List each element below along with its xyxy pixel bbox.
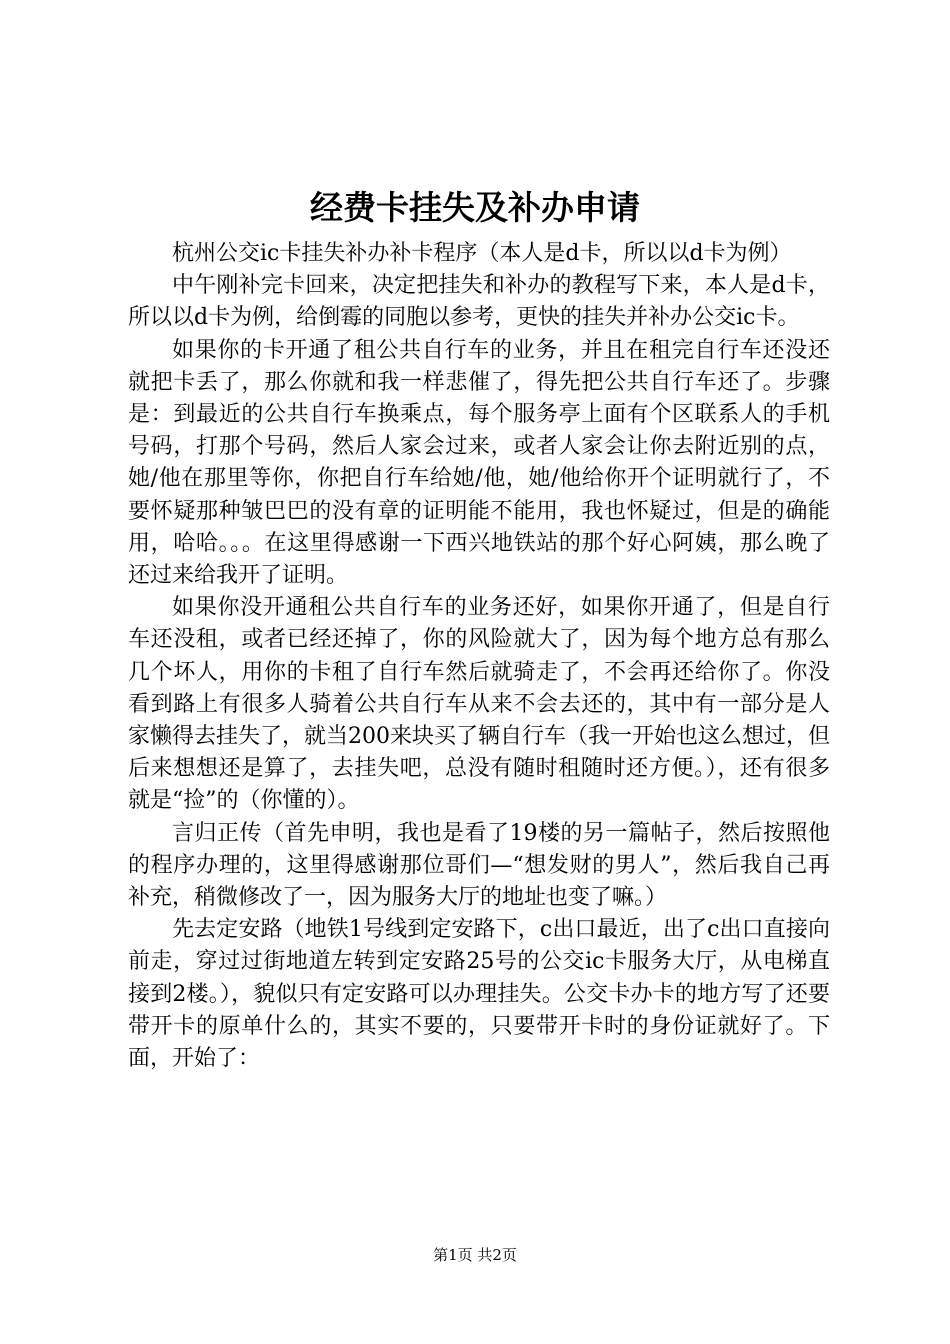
paragraph-2: 中午刚补完卡回来，决定把挂失和补办的教程写下来，本人是d卡，所以以d卡为例，给倒霉的同胞以参考，更快的挂失并补办公交ic卡。 [128,273,830,331]
paragraph-1: 杭州公交ic卡挂失补办补卡程序（本人是d卡，所以以d卡为例） [172,241,792,266]
page-footer: 第1页 共2页 [433,1246,517,1264]
paragraph-3: 如果你的卡开通了租公共自行车的业务，并且在租完自行车还没还就把卡丢了，那么你就和我一样悲催了，得先把公共自行车还了。步骤是：到最近的公共自行车换乘点，每个服务亭上面有个区联系人的手机号码，打那个号码，然后人家会过来，或者人家会让你去附近别的点，她/他在那里等你，你把自行车给她/他，她/他给你开个证明就行了，不要怀疑那种皱巴巴的没有章的证明能不能用，我也怀疑过，但是的确能用，哈哈。。。在这里得感谢一下西兴地铁站的那个好心阿姨，那么晚了还过来给我开了证明。 [128,337,830,589]
document-title: 经费卡挂失及补办申请 [310,188,640,227]
paragraph-6: 先去定安路（地铁1号线到定安路下，c出口最近，出了c出口直接向前走，穿过过街地道左转到定安路25号的公交ic卡服务大厅，从电梯直接到2楼。），貌似只有定安路可以办理挂失。公交卡办卡的地方写了还要带开卡的原单什么的，其实不要的，只要带开卡时的身份证就好了。下面，开始了： [128,917,830,1072]
paragraph-4: 如果你没开通租公共自行车的业务还好，如果你开通了，但是自行车还没租，或者已经还掉了，你的风险就大了，因为每个地方总有那么几个坏人，用你的卡租了自行车然后就骑走了，不会再还给你了。你没看到路上有很多人骑着公共自行车从来不会去还的，其中有一部分是人家懒得去挂失了，就当200来块买了辆自行车（我一开始也这么想过，但后来想想还是算了，去挂失吧，总没有随时租随时还方便。），还有很多就是“捡”的（你懂的）。 [128,595,830,814]
document-body [128,238,830,1075]
paragraph-5: 言归正传（首先申明，我也是看了19楼的另一篇帖子，然后按照他的程序办理的，这里得感谢那位哥们—“想发财的男人”，然后我自己再补充，稍微修改了一，因为服务大厅的地址也变了嘛。） [128,820,830,911]
